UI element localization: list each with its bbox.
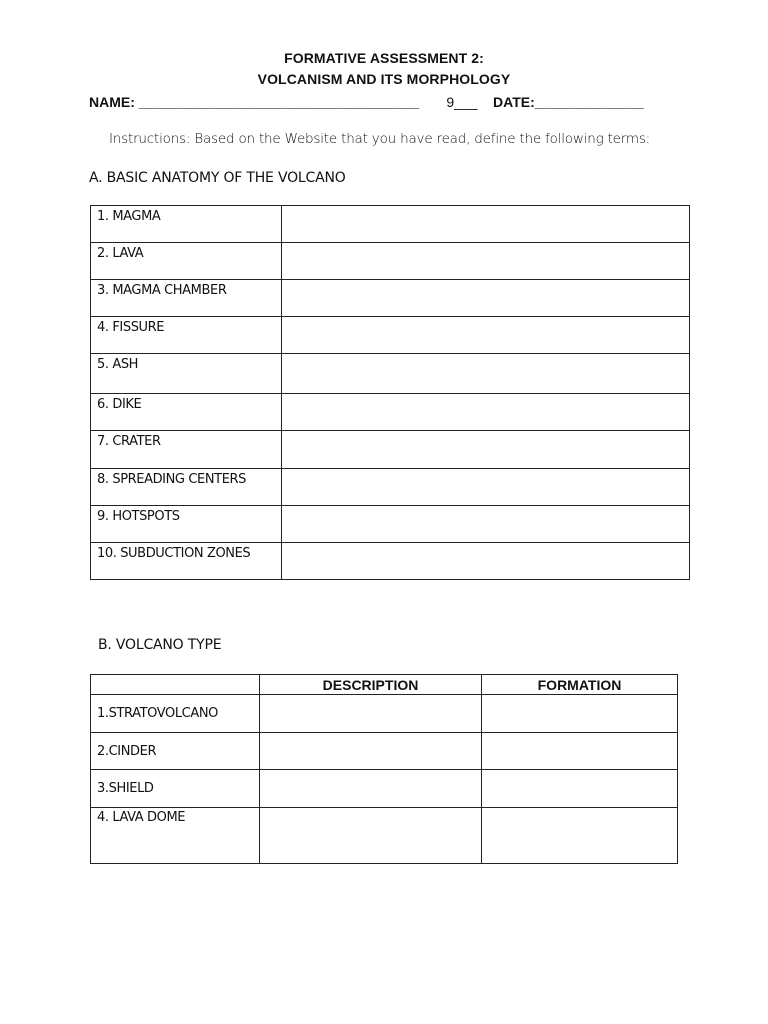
name-date-line bbox=[89, 94, 689, 110]
column-header-blank bbox=[91, 675, 260, 695]
section-b-heading: B. VOLCANO TYPE bbox=[98, 637, 222, 653]
formation-cell[interactable] bbox=[482, 733, 678, 770]
section-a-heading: A. BASIC ANATOMY OF THE VOLCANO bbox=[89, 170, 346, 186]
type-cell: 2.CINDER bbox=[91, 733, 260, 770]
term-cell: 1. MAGMA bbox=[91, 206, 282, 243]
term-cell: 5. ASH bbox=[91, 354, 282, 394]
answer-cell[interactable] bbox=[282, 469, 690, 506]
answer-cell[interactable] bbox=[282, 543, 690, 580]
answer-cell[interactable] bbox=[282, 394, 690, 431]
table-row bbox=[91, 354, 690, 394]
formation-cell[interactable] bbox=[482, 808, 678, 864]
column-header-formation: FORMATION bbox=[482, 675, 678, 695]
column-header-description: DESCRIPTION bbox=[260, 675, 482, 695]
answer-cell[interactable] bbox=[282, 280, 690, 317]
term-cell: 6. DIKE bbox=[91, 394, 282, 431]
anatomy-table bbox=[90, 205, 690, 580]
formation-cell[interactable] bbox=[482, 695, 678, 733]
table-row bbox=[91, 469, 690, 506]
term-cell: 7. CRATER bbox=[91, 431, 282, 469]
description-cell[interactable] bbox=[260, 733, 482, 770]
term-cell: 3. MAGMA CHAMBER bbox=[91, 280, 282, 317]
type-cell: 1.STRATOVOLCANO bbox=[91, 695, 260, 733]
formation-cell[interactable] bbox=[482, 770, 678, 808]
table-row bbox=[91, 695, 678, 733]
table-row bbox=[91, 733, 678, 770]
description-cell[interactable] bbox=[260, 695, 482, 733]
description-cell[interactable] bbox=[260, 770, 482, 808]
answer-cell[interactable] bbox=[282, 354, 690, 394]
instructions-text: Instructions: Based on the Website that you have read, define the following terms: bbox=[109, 131, 651, 147]
table-row bbox=[91, 243, 690, 280]
term-cell: 10. SUBDUCTION ZONES bbox=[91, 543, 282, 580]
table-row bbox=[91, 394, 690, 431]
name-field[interactable]: NAME: ____________________________________ bbox=[89, 94, 420, 110]
grade-field[interactable]: 9___ bbox=[446, 94, 478, 110]
term-cell: 8. SPREADING CENTERS bbox=[91, 469, 282, 506]
term-cell: 9. HOTSPOTS bbox=[91, 506, 282, 543]
answer-cell[interactable] bbox=[282, 431, 690, 469]
term-cell: 4. FISSURE bbox=[91, 317, 282, 354]
table-row bbox=[91, 317, 690, 354]
type-cell: 3.SHIELD bbox=[91, 770, 260, 808]
date-field[interactable]: DATE:______________ bbox=[493, 94, 644, 110]
table-header-row bbox=[91, 675, 678, 695]
table-row bbox=[91, 543, 690, 580]
answer-cell[interactable] bbox=[282, 317, 690, 354]
table-row bbox=[91, 808, 678, 864]
worksheet-title: FORMATIVE ASSESSMENT 2: bbox=[284, 50, 484, 66]
term-cell: 2. LAVA bbox=[91, 243, 282, 280]
table-row bbox=[91, 280, 690, 317]
volcano-type-table bbox=[90, 674, 678, 864]
description-cell[interactable] bbox=[260, 808, 482, 864]
table-row bbox=[91, 206, 690, 243]
table-row bbox=[91, 506, 690, 543]
answer-cell[interactable] bbox=[282, 506, 690, 543]
answer-cell[interactable] bbox=[282, 243, 690, 280]
type-cell: 4. LAVA DOME bbox=[91, 808, 260, 864]
worksheet-subtitle: VOLCANISM AND ITS MORPHOLOGY bbox=[257, 71, 511, 87]
table-row bbox=[91, 770, 678, 808]
answer-cell[interactable] bbox=[282, 206, 690, 243]
table-row bbox=[91, 431, 690, 469]
